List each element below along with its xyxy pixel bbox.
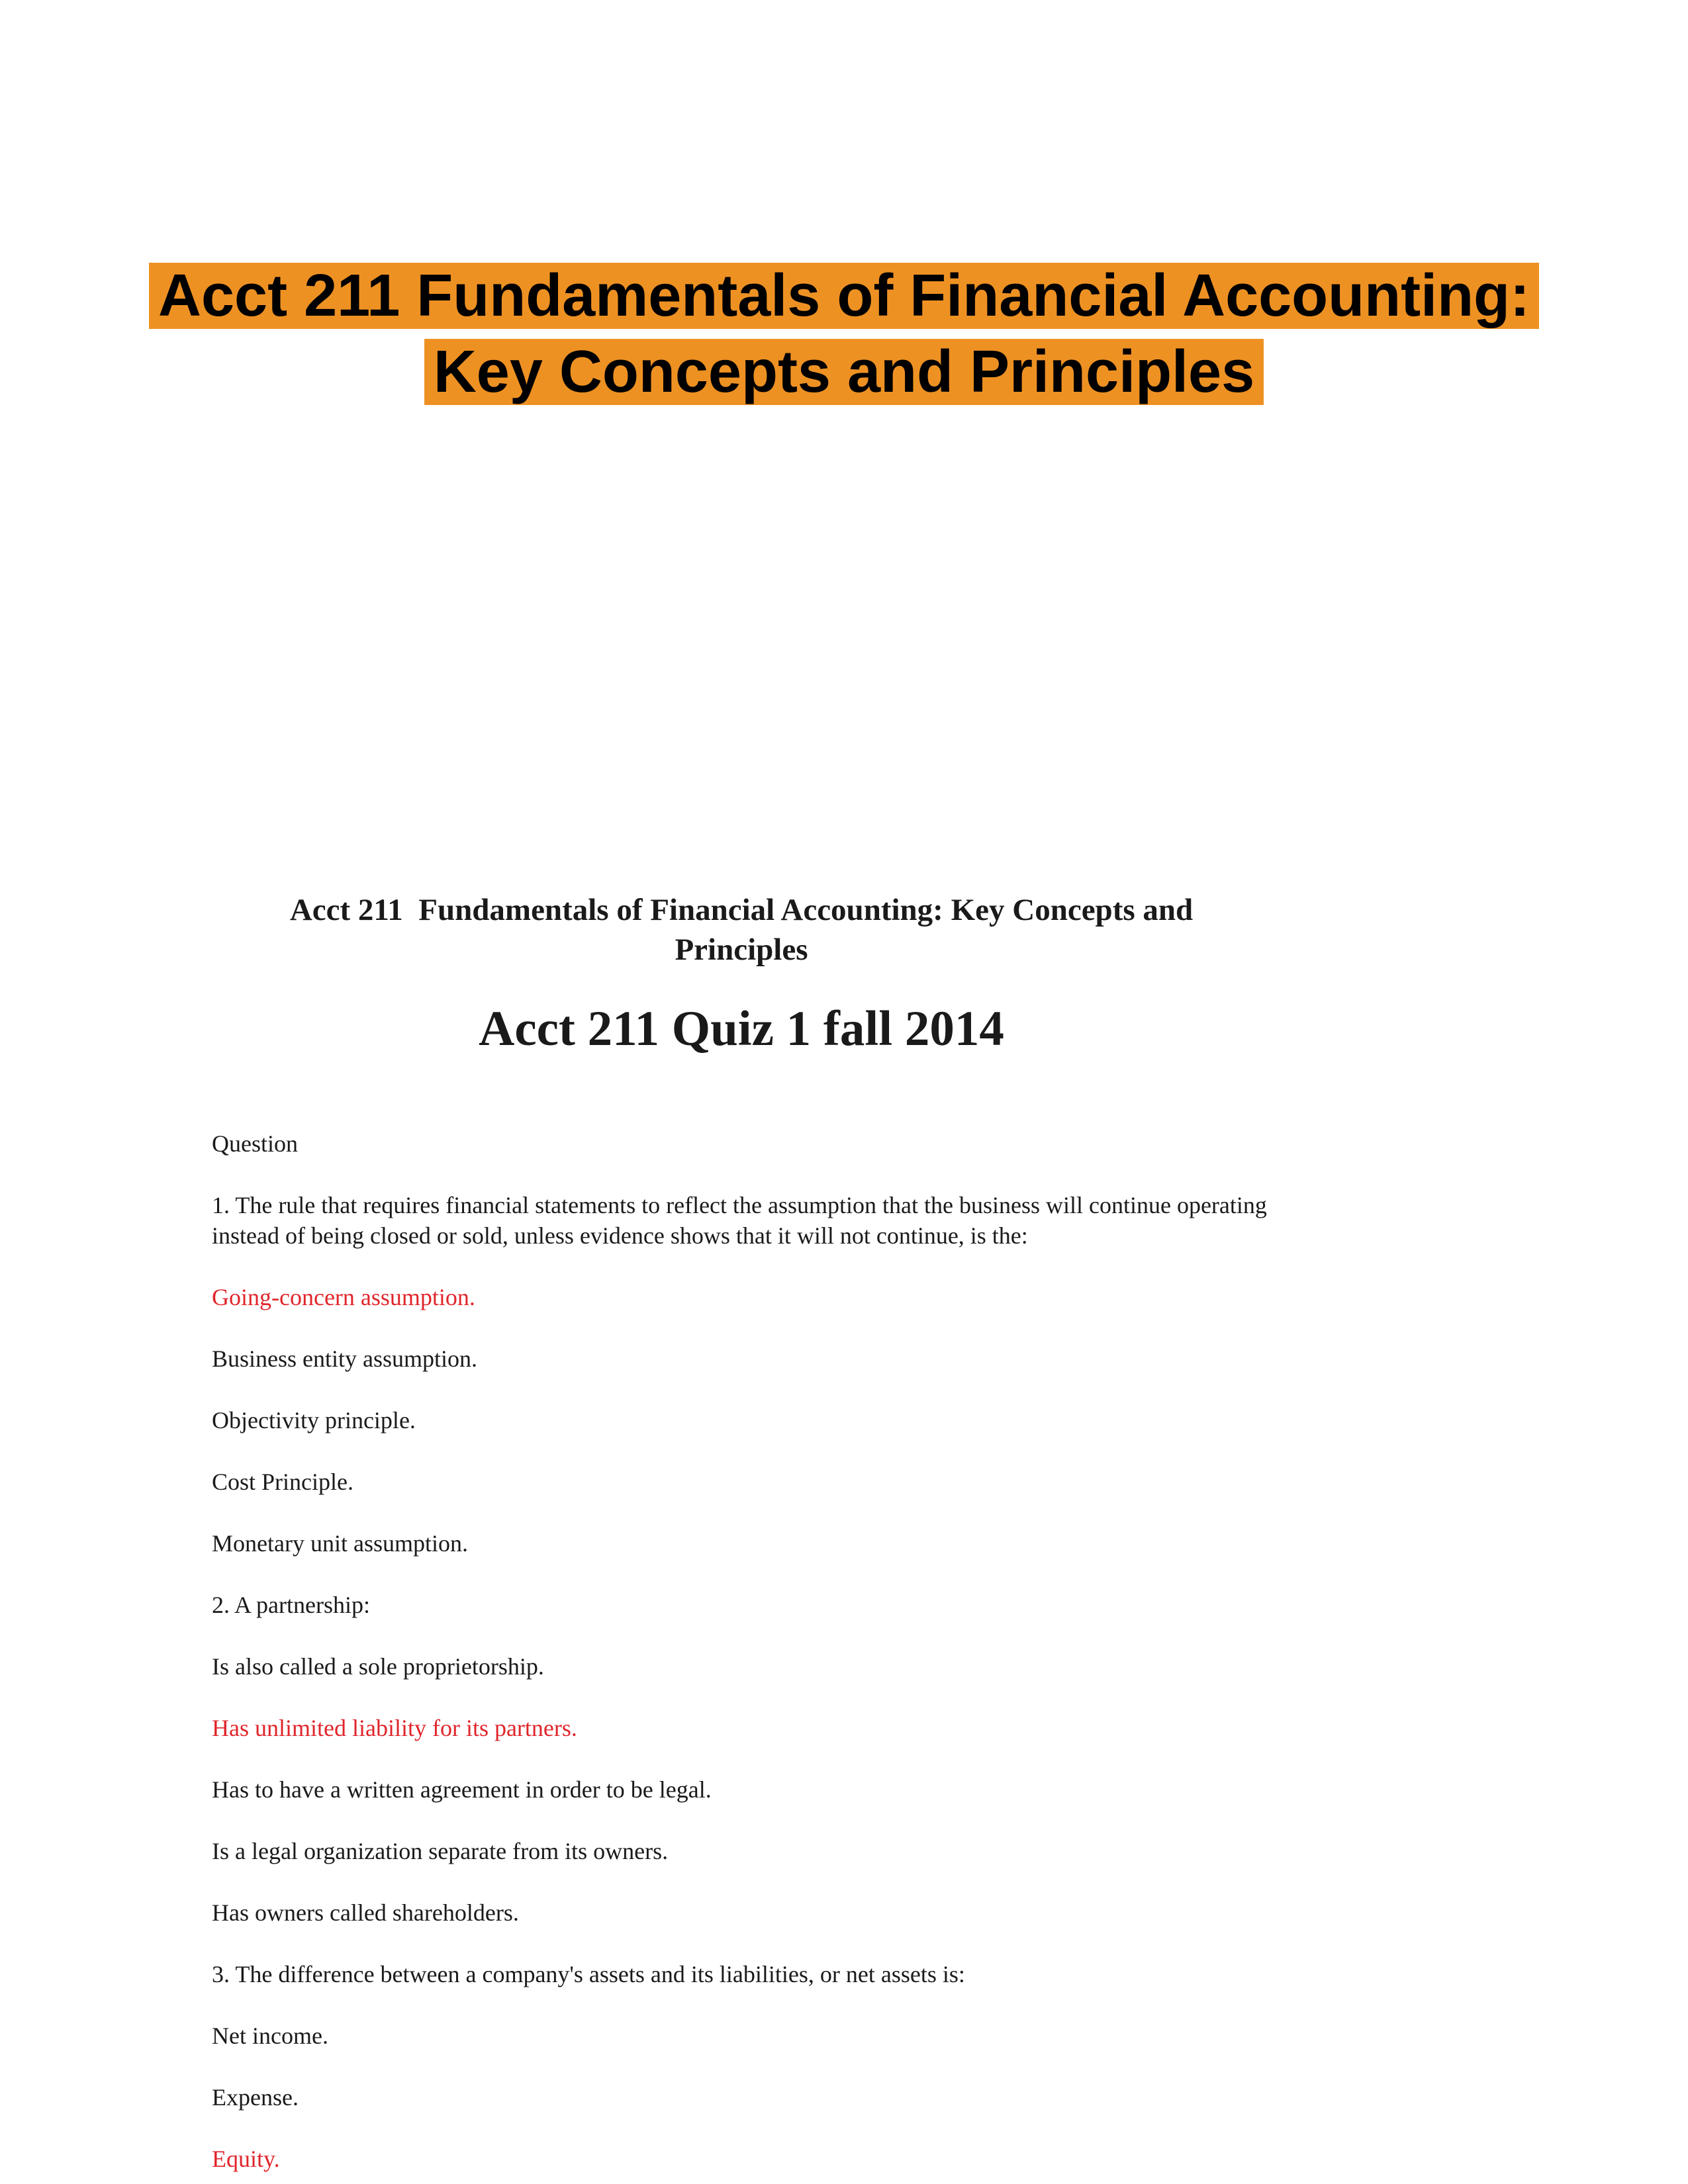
title-banner bbox=[0, 258, 1688, 410]
answer-option-correct: Going-concern assumption. bbox=[212, 1284, 475, 1310]
banner-title-line1: Acct 211 Fundamentals of Financial Accounting: bbox=[149, 263, 1539, 329]
answer-option: Net income. bbox=[212, 2023, 328, 2049]
answer-option: Has owners called shareholders. bbox=[212, 1899, 519, 1926]
answer-option-correct: Has unlimited liability for its partners. bbox=[212, 1715, 577, 1741]
quiz-title: Acct 211 Quiz 1 fall 2014 bbox=[479, 1001, 1004, 1056]
banner-title-line2: Key Concepts and Principles bbox=[424, 339, 1264, 405]
document-header bbox=[212, 890, 1271, 970]
question-text: 1. The rule that requires financial statements to reflect the assumption that the business will continue operating instead of being closed or sold, unless evidence shows that it will not continue, is the: bbox=[212, 1192, 1267, 1249]
answer-option-correct: Equity. bbox=[212, 2146, 280, 2172]
answer-option: Is a legal organization separate from its owners. bbox=[212, 1838, 669, 1864]
document-header-line2: Principles bbox=[675, 933, 808, 967]
document-header-line1: Acct 211 Fundamentals of Financial Accounting: Key Concepts and bbox=[289, 893, 1194, 927]
document-page bbox=[212, 890, 1271, 2174]
question-text: 3. The difference between a company's assets and its liabilities, or net assets is: bbox=[212, 1961, 965, 1987]
answer-option: Expense. bbox=[212, 2084, 299, 2111]
answer-option: Is also called a sole proprietorship. bbox=[212, 1653, 544, 1680]
answer-option: Cost Principle. bbox=[212, 1469, 353, 1495]
answer-option: Objectivity principle. bbox=[212, 1407, 416, 1433]
answer-option: Business entity assumption. bbox=[212, 1345, 478, 1372]
answer-option: Monetary unit assumption. bbox=[212, 1530, 468, 1557]
question-text: 2. A partnership: bbox=[212, 1592, 370, 1618]
question-label: Question bbox=[212, 1130, 298, 1157]
answer-option: Has to have a written agreement in order to be legal. bbox=[212, 1776, 712, 1803]
